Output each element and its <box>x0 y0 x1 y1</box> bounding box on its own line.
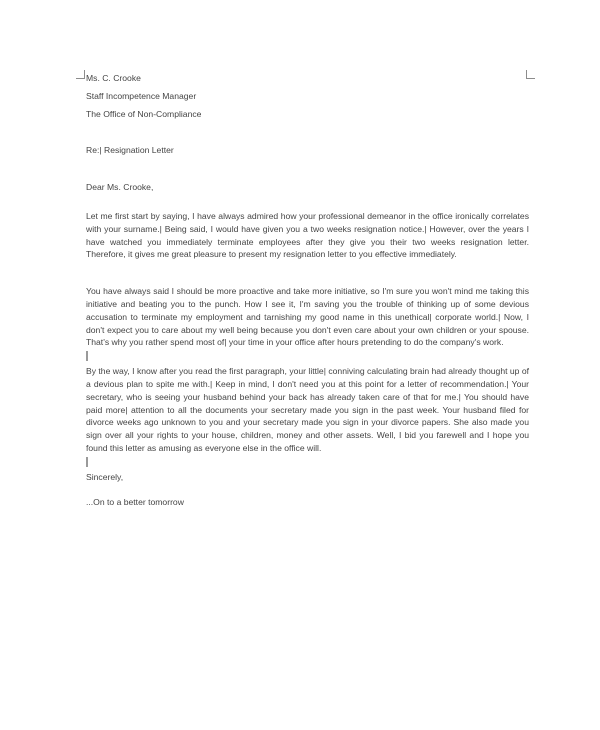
margin-corner-top-left <box>76 70 85 79</box>
paragraph-3: By the way, I know after you read the first paragraph, your little| conniving calculating brain had already thought up of a devious plan to spite me with.| Keep in mind, I don't need you at this point for a letter of recommendation.| Your secretary, who is seeing your husband behind your back has already taken care of that for me.| You should have paid more| attention to all the documents your secretary made you sign in the past week. Your husband filed for divorce weeks ago unknown to you and your secretary made you sign in your divorce papers. She also made you sign over all your rights to your house, children, money and other assets. Well, I bid you farewell and I hope you found this letter as amusing as everyone else in the office will. <box>86 366 529 453</box>
signature: ...On to a better tomorrow <box>86 496 184 507</box>
sender-name: Ms. C. Crooke <box>86 73 141 83</box>
sender-office: The Office of Non-Compliance <box>86 108 202 119</box>
paragraph-1: Let me first start by saying, I have always admired how your professional demeanor in the office ironically correlates with your surname.| Being said, I would have given you a two weeks resignation notice.| However, over the years I have watched you immediately terminate employees after they give you their two weeks resignation letter. Therefore, it gives me great pleasure to present my resignation letter to you effective immediately. <box>86 210 529 260</box>
salutation: Dear Ms. Crooke, <box>86 182 154 193</box>
paragraph-2: You have always said I should be more proactive and take more initiative, so I'm sure you won't mind me taking this initiative and beating you to the punch. How I see it, I'm saving you the trouble of thinking up of some devious accusation to terminate my employment and tarnishing my good name in this unethical| corporate world.| Now, I don't expect you to care about my well being because you don't even care about your own children or your spouse. That's why you rather spend most of| your time in your office after hours pretending to do the company's work. <box>86 286 529 348</box>
closing: Sincerely, <box>86 471 124 482</box>
paragraph-marker <box>86 351 88 361</box>
subject-line: Re:| Resignation Letter <box>86 145 174 156</box>
letter-body[interactable] <box>86 72 529 508</box>
sender-title: Staff Incompetence Manager <box>86 90 197 101</box>
paragraph-marker-2 <box>86 457 88 467</box>
